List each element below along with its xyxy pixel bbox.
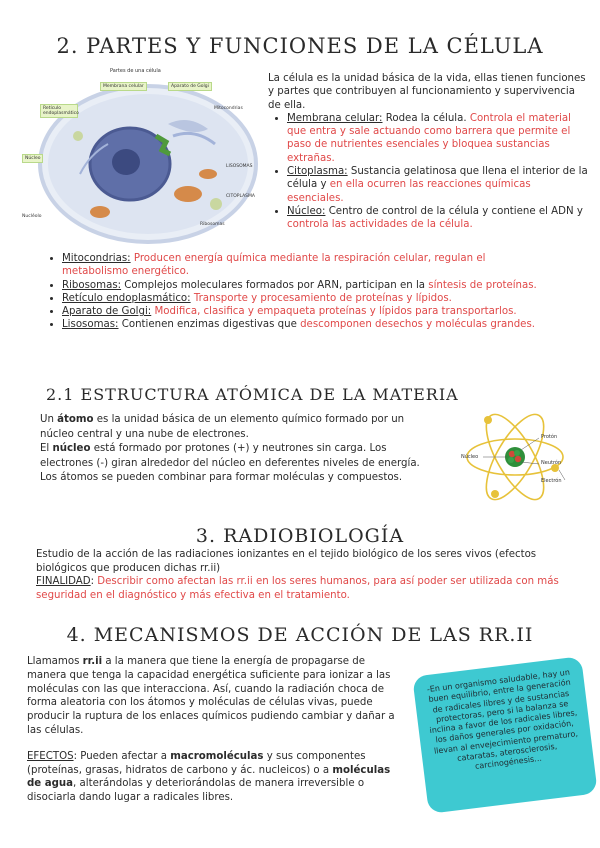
- macromoleculas-term: macromoléculas: [170, 750, 264, 762]
- text-span: está formado por protones (+) y neutrones sin carga. Los electrones (-) giran alrededor del núcleo en deferentes niveles de energía.: [40, 443, 420, 469]
- part-function: en ella ocurren las reacciones químicas esenciales.: [287, 179, 531, 204]
- finalidad-sep: :: [90, 576, 98, 587]
- section4-text: [27, 655, 405, 805]
- part-term: Ribosomas:: [62, 279, 122, 291]
- atom-term: átomo: [57, 414, 94, 425]
- part-reticulo: [62, 292, 548, 305]
- label-lisosomas: LISOSOMAS: [226, 164, 253, 169]
- note-text: -En un organismo saludable, hay un buen equilibrio, entre la generación de radicales libres y de sustancias protectoras, pero si la balanza se inclina a favor de los radicales libres, los daños generales por oxidación, llevan al envejecimiento prematuro, cataratas, aterosclerosis, carcinogénesis...: [426, 667, 579, 772]
- part-golgi: [62, 305, 548, 318]
- label-golgi: Aparato de Golgi: [168, 82, 212, 91]
- text-span: es la unidad básica de un elemento químico formado por un núcleo central y una nube de electrones.: [40, 414, 405, 440]
- nucleus-paragraph: [40, 442, 440, 471]
- nucleus-term: núcleo: [52, 443, 91, 454]
- diagram-title: Partes de una célula: [110, 68, 161, 74]
- section4-title: 4. MECANISMOS DE ACCIÓN DE LAS RR.II: [66, 624, 534, 646]
- part-function: descomponen desechos y moléculas grandes.: [300, 319, 535, 331]
- atom-label-proton: Protón: [541, 434, 558, 440]
- part-lisosomas: [62, 318, 548, 331]
- cell-diagram: [18, 64, 270, 250]
- part-desc: Complejos moleculares formados por ARN, participan en la: [121, 279, 429, 291]
- text-span: Llamamos: [27, 656, 83, 667]
- part-desc: Sustancia gelatinosa que llena el interior de la célula y: [287, 166, 588, 191]
- molecules-paragraph: Los átomos se pueden combinar para formar moléculas y compuestos.: [40, 472, 403, 483]
- efectos-label: EFECTOS: [27, 750, 74, 762]
- text-span: Un: [40, 414, 58, 425]
- label-ribosomas: Ribosomas: [200, 222, 225, 227]
- part-function: síntesis de proteínas.: [428, 279, 537, 291]
- finalidad-label: FINALIDAD: [36, 576, 91, 587]
- label-mito: Mitocondrias: [214, 106, 243, 111]
- agua-term: moléculas de agua: [27, 764, 391, 790]
- section3-title: 3. RADIOBIOLOGÍA: [195, 525, 405, 547]
- part-mitocondrias: [62, 252, 548, 279]
- part-function: Producen energía química mediante la respiración celular, regulan el metabolismo energético.: [62, 253, 486, 278]
- part-function: Transporte y procesamiento de proteínas y lípidos.: [193, 292, 452, 304]
- section21-text: [40, 413, 440, 486]
- part-term: Lisosomas:: [62, 319, 119, 331]
- text-span: , alterándolas y deteriorándolas de manera irreversible o disociarla dando lugar a radicales libres.: [27, 778, 365, 804]
- part-desc: Rodea la célula.: [382, 112, 470, 124]
- text-span: a la manera que tiene la energía de propagarse de manera que tenga la capacidad energética suficiente para ionizar a las moléculas con las que interacciona. Así, cuando la radiación choca de forma aleatoria con los átomos y moléculas de células vivas, puede producir la ruptura de los enlaces químicos pudiendo cambiar y dañar a las células.: [27, 656, 395, 736]
- parts-list-right: [268, 112, 588, 232]
- text-span: El: [40, 443, 53, 454]
- part-term: Membrana celular:: [287, 112, 383, 124]
- part-membrana: [287, 112, 588, 165]
- text-span: y sus componentes (proteínas, grasas, hidratos de carbono y ác. nucleicos) o a: [27, 750, 366, 776]
- rrii-paragraph: [27, 655, 405, 738]
- label-nucleolo: Nucléolo: [22, 214, 42, 219]
- label-membrana: Membrana celular: [100, 82, 147, 91]
- part-term: Citoplasma:: [287, 166, 348, 178]
- part-term: Retículo endoplasmático:: [62, 292, 191, 304]
- part-function: controla las actividades de la célula.: [287, 219, 473, 231]
- part-ribosomas: [62, 279, 548, 292]
- parts-list-full: [48, 252, 548, 332]
- cell-illustration: [18, 64, 270, 250]
- atom-label-nucleus: Núcleo: [461, 454, 479, 460]
- efectos-paragraph: [27, 750, 405, 805]
- text-span: : Pueden afectar a: [73, 750, 171, 762]
- finalidad-text: Describir como afectan las rr.ii en los seres humanos, para así poder ser utilizada con más seguridad en el diagnóstico y más efectiva en el tratamiento.: [36, 576, 559, 601]
- part-term: Núcleo:: [287, 205, 326, 217]
- part-function: Modifica, clasifica y empaqueta proteínas y lípidos para transportarlos.: [154, 306, 517, 318]
- finalidad-paragraph: [36, 575, 572, 602]
- part-desc: Contienen enzimas digestivas que: [118, 319, 301, 331]
- radiobiology-definition: Estudio de la acción de las radiaciones ionizantes en el tejido biológico de los seres vivos (efectos biológicos que producen dichas rr.ii): [36, 549, 537, 574]
- label-reticulo: Retículo endoplasmático: [40, 104, 78, 118]
- part-desc: Centro de control de la célula y contiene el ADN y: [325, 205, 583, 217]
- section3-text: [36, 548, 572, 602]
- label-citoplasma: CITOPLASMA: [226, 194, 255, 199]
- note-bubble: [412, 656, 598, 814]
- label-nucleo: Núcleo: [22, 154, 43, 163]
- atom-label-electron: Electrón: [541, 478, 562, 484]
- part-nucleo: [287, 205, 588, 232]
- section21-title: 2.1 ESTRUCTURA ATÓMICA DE LA MATERIA: [46, 385, 459, 404]
- section2-intro-block: [268, 72, 588, 232]
- part-citoplasma: [287, 165, 588, 205]
- parts-list-full-block: [48, 252, 548, 332]
- section2-intro: La célula es la unidad básica de la vida, ellas tienen funciones y partes que contribuyen al funcionamiento y supervivencia de ella.: [268, 73, 586, 111]
- part-term: Mitocondrias:: [62, 253, 131, 264]
- rrii-term: rr.ii: [82, 656, 103, 667]
- atom-label-neutron: Neutrón: [541, 460, 562, 466]
- part-function: Controla el material que entra y sale actuando como barrera que permite el paso de nutrientes esenciales y bloquea sustancias extrañas.: [287, 112, 571, 164]
- section2-title: 2. PARTES Y FUNCIONES DE LA CÉLULA: [56, 34, 544, 58]
- part-term: Aparato de Golgi:: [62, 306, 152, 318]
- atom-diagram: [455, 402, 590, 512]
- atom-paragraph: [40, 413, 440, 442]
